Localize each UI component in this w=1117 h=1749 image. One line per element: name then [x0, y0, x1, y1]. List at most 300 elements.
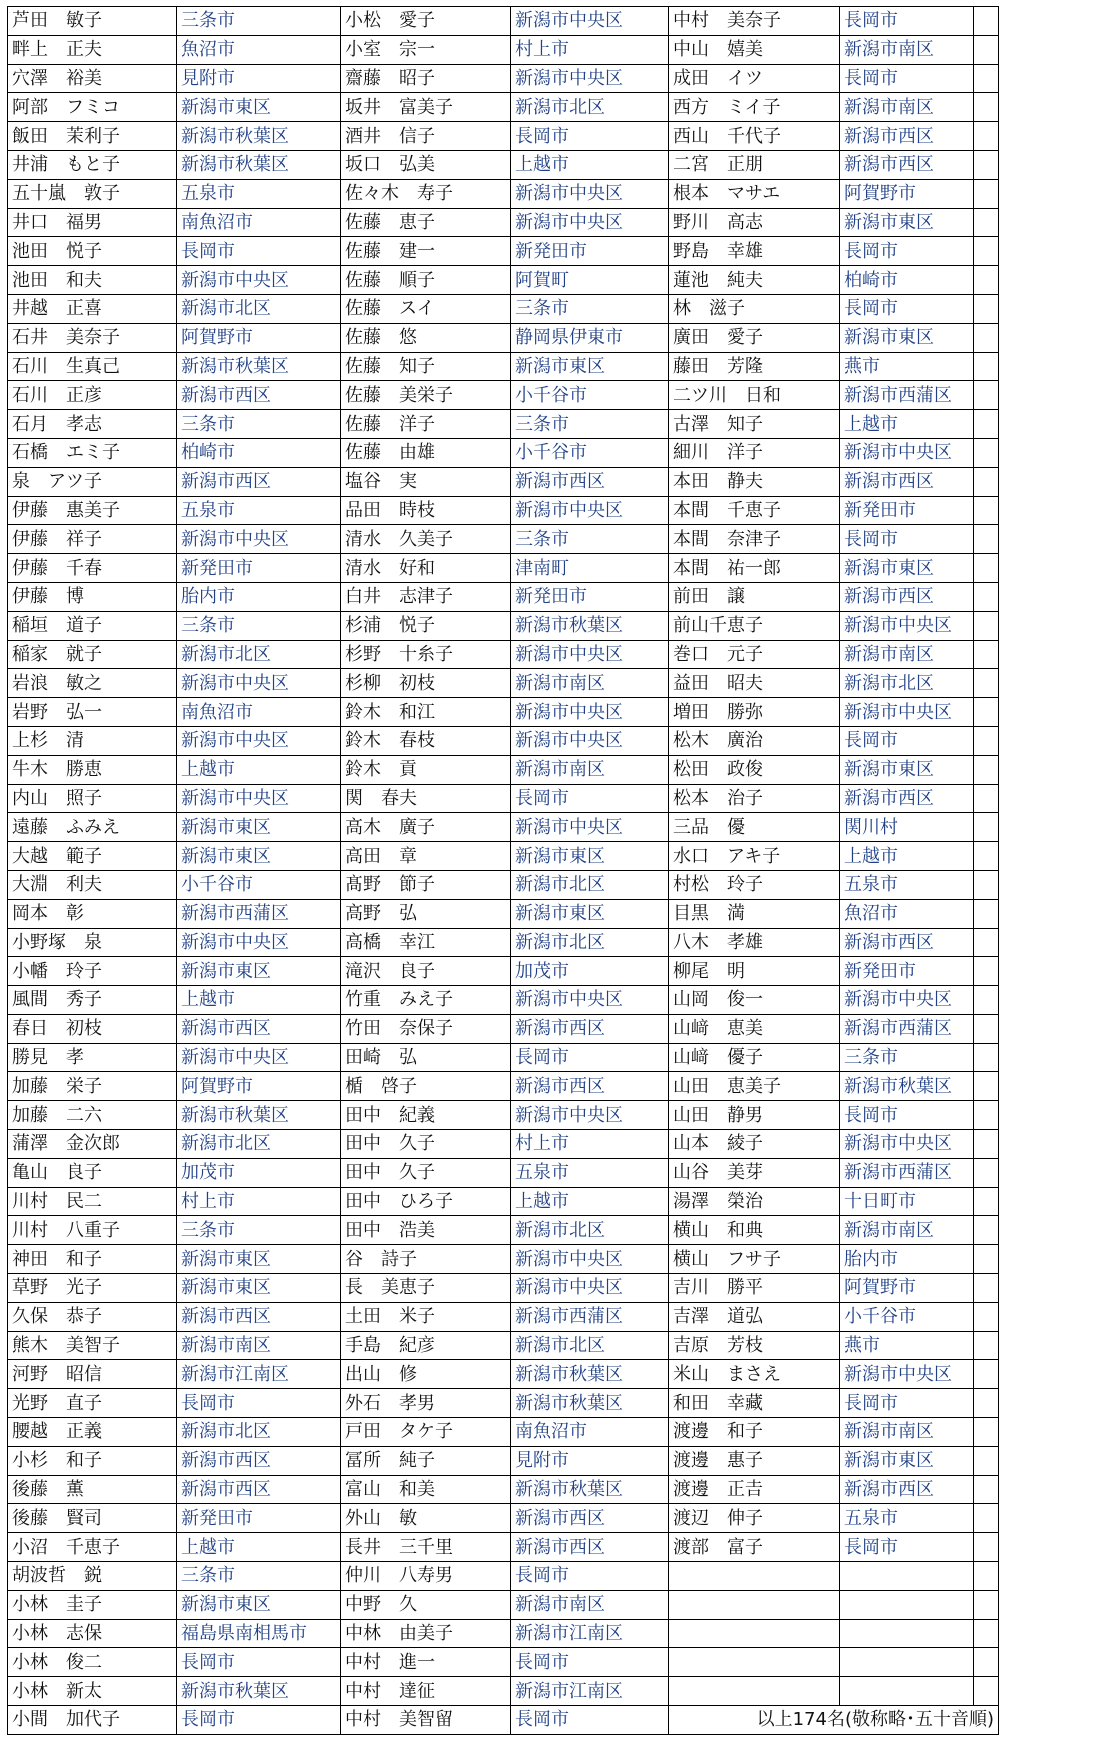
member-city: 阿賀野市 — [177, 323, 341, 352]
member-name: 楯 啓子 — [341, 1072, 511, 1101]
member-name: 本間 祐一郎 — [669, 554, 840, 583]
end-column-cell — [974, 669, 999, 698]
member-name: 伊藤 博 — [8, 582, 177, 611]
member-name: 田崎 弘 — [341, 1043, 511, 1072]
member-name: 小林 新太 — [8, 1677, 177, 1706]
member-name: 岡本 彰 — [8, 899, 177, 928]
member-name: 石井 美奈子 — [8, 323, 177, 352]
member-city: 新潟市北区 — [511, 1216, 669, 1245]
end-column-cell — [974, 1562, 999, 1591]
member-name: 阿部 フミコ — [8, 93, 177, 122]
member-city: 上越市 — [177, 1533, 341, 1562]
member-city: 三条市 — [840, 1043, 974, 1072]
member-city: 新潟市中央区 — [177, 669, 341, 698]
member-city: 新潟市東区 — [840, 554, 974, 583]
member-city: 村上市 — [177, 1187, 341, 1216]
member-name: 光野 直子 — [8, 1389, 177, 1418]
member-city: 新潟市西区 — [511, 1014, 669, 1043]
table-row — [8, 813, 999, 842]
end-column-cell — [974, 1533, 999, 1562]
table-row — [8, 1619, 999, 1648]
end-column-cell — [974, 93, 999, 122]
member-name: 加藤 栄子 — [8, 1072, 177, 1101]
member-name: 本田 静夫 — [669, 467, 840, 496]
member-city: 新潟市中央区 — [511, 640, 669, 669]
member-city: 新潟市中央区 — [511, 1101, 669, 1130]
member-name: 西山 千代子 — [669, 122, 840, 151]
end-column-cell — [974, 1677, 999, 1706]
table-row — [8, 1187, 999, 1216]
member-name: 吉原 芳枝 — [669, 1331, 840, 1360]
member-city: 新潟市西区 — [177, 381, 341, 410]
member-name: 佐藤 スイ — [341, 294, 511, 323]
member-city: 新潟市中央区 — [511, 698, 669, 727]
member-city: 新潟市南区 — [511, 755, 669, 784]
member-city: 津南町 — [511, 554, 669, 583]
member-name: 小杉 和子 — [8, 1446, 177, 1475]
table-row — [8, 179, 999, 208]
member-name: 内山 照子 — [8, 784, 177, 813]
member-name: 佐藤 洋子 — [341, 410, 511, 439]
table-row — [8, 381, 999, 410]
end-column-cell — [974, 381, 999, 410]
end-column-cell — [974, 208, 999, 237]
member-name: 冨所 純子 — [341, 1446, 511, 1475]
member-name: 清水 久美子 — [341, 525, 511, 554]
member-name: 山田 静男 — [669, 1101, 840, 1130]
end-column-cell — [974, 1130, 999, 1159]
member-name: 吉川 勝平 — [669, 1274, 840, 1303]
member-name: 石月 孝志 — [8, 410, 177, 439]
table-row — [8, 1130, 999, 1159]
member-city: 南魚沼市 — [511, 1418, 669, 1447]
member-name: 白井 志津子 — [341, 582, 511, 611]
member-name: 関 春夫 — [341, 784, 511, 813]
member-city: 小千谷市 — [511, 381, 669, 410]
member-name: 川村 八重子 — [8, 1216, 177, 1245]
end-column-cell — [974, 1331, 999, 1360]
end-column-cell — [974, 1475, 999, 1504]
member-name: 小室 宗一 — [341, 35, 511, 64]
end-column-cell — [974, 7, 999, 36]
member-city: 新潟市南区 — [840, 1216, 974, 1245]
member-name: 戸田 タケ子 — [341, 1418, 511, 1447]
member-name: 井越 正喜 — [8, 294, 177, 323]
member-name: 目黒 満 — [669, 899, 840, 928]
member-name: 井口 福男 — [8, 208, 177, 237]
table-row — [8, 1533, 999, 1562]
member-city: 長岡市 — [511, 784, 669, 813]
member-city: 新潟市南区 — [840, 93, 974, 122]
member-name: 佐藤 建一 — [341, 237, 511, 266]
member-name: 中野 久 — [341, 1590, 511, 1619]
member-city: 新潟市中央区 — [511, 496, 669, 525]
end-column-cell — [974, 1158, 999, 1187]
member-city: 新潟市西区 — [840, 150, 974, 179]
member-name: 小沼 千恵子 — [8, 1533, 177, 1562]
table-row — [8, 899, 999, 928]
end-column-cell — [974, 1302, 999, 1331]
member-name: 横山 フサ子 — [669, 1245, 840, 1274]
member-name: 神田 和子 — [8, 1245, 177, 1274]
member-name: 山﨑 恵美 — [669, 1014, 840, 1043]
member-city: 新潟市秋葉区 — [511, 1389, 669, 1418]
member-city: 新潟市秋葉区 — [177, 122, 341, 151]
member-city: 新潟市中央区 — [511, 179, 669, 208]
member-city: 上越市 — [511, 150, 669, 179]
member-city: 五泉市 — [511, 1158, 669, 1187]
member-city: 新潟市北区 — [511, 928, 669, 957]
member-name: 鈴木 和江 — [341, 698, 511, 727]
member-name: 岩浪 敏之 — [8, 669, 177, 698]
table-row — [8, 7, 999, 36]
member-city: 新潟市東区 — [840, 323, 974, 352]
end-column-cell — [974, 1274, 999, 1303]
table-row — [8, 1331, 999, 1360]
member-city: 新潟市中央区 — [177, 928, 341, 957]
table-row — [8, 266, 999, 295]
member-name: 林 滋子 — [669, 294, 840, 323]
member-name: 伊藤 惠美子 — [8, 496, 177, 525]
end-column-cell — [974, 928, 999, 957]
member-name: 田中 久子 — [341, 1158, 511, 1187]
table-row — [8, 640, 999, 669]
table-row — [8, 525, 999, 554]
member-city: 三条市 — [177, 7, 341, 36]
end-column-cell — [974, 842, 999, 871]
member-name: 蓮池 純夫 — [669, 266, 840, 295]
member-city: 三条市 — [511, 294, 669, 323]
member-city: 新潟市中央区 — [177, 726, 341, 755]
member-name: 河野 昭信 — [8, 1360, 177, 1389]
member-name: 池田 悦子 — [8, 237, 177, 266]
member-name: 松木 廣治 — [669, 726, 840, 755]
member-city: 長岡市 — [511, 1706, 669, 1735]
member-city: 関川村 — [840, 813, 974, 842]
member-city: 新潟市西区 — [511, 467, 669, 496]
member-city: 新発田市 — [177, 1504, 341, 1533]
member-city: 新潟市西区 — [840, 1475, 974, 1504]
member-city: 長岡市 — [177, 1389, 341, 1418]
member-name: 鈴木 貢 — [341, 755, 511, 784]
member-name: 根本 マサエ — [669, 179, 840, 208]
member-name: 村松 玲子 — [669, 870, 840, 899]
member-name: 胡波哲 鋭 — [8, 1562, 177, 1591]
member-city: 小千谷市 — [511, 438, 669, 467]
table-row — [8, 1302, 999, 1331]
member-city: 五泉市 — [177, 179, 341, 208]
member-name: 遠藤 ふみえ — [8, 813, 177, 842]
member-name: 久保 恭子 — [8, 1302, 177, 1331]
member-city: 長岡市 — [840, 64, 974, 93]
member-city: 小千谷市 — [840, 1302, 974, 1331]
table-row — [8, 1504, 999, 1533]
member-city: 新潟市中央区 — [840, 1360, 974, 1389]
table-row — [8, 1101, 999, 1130]
member-name: 渡邊 惠子 — [669, 1446, 840, 1475]
member-city: 新潟市西区 — [177, 467, 341, 496]
table-row — [8, 438, 999, 467]
end-column-cell — [974, 525, 999, 554]
end-column-cell — [974, 1245, 999, 1274]
member-city: 上越市 — [511, 1187, 669, 1216]
member-name: 滝沢 良子 — [341, 957, 511, 986]
member-city: 長岡市 — [511, 1043, 669, 1072]
member-city: 新潟市秋葉区 — [177, 150, 341, 179]
empty-cell — [669, 1590, 840, 1619]
member-name: 田中 久子 — [341, 1130, 511, 1159]
member-name: 益田 昭夫 — [669, 669, 840, 698]
member-city: 新潟市中央区 — [177, 525, 341, 554]
member-name: 竹田 奈保子 — [341, 1014, 511, 1043]
table-row — [8, 554, 999, 583]
member-name: 湯澤 榮治 — [669, 1187, 840, 1216]
member-name: 野川 高志 — [669, 208, 840, 237]
member-city: 三条市 — [177, 611, 341, 640]
member-name: 竹重 みえ子 — [341, 986, 511, 1015]
member-city: 南魚沼市 — [177, 698, 341, 727]
member-city: 五泉市 — [840, 870, 974, 899]
member-city: 小千谷市 — [177, 870, 341, 899]
member-name: 長 美恵子 — [341, 1274, 511, 1303]
member-name: 山﨑 優子 — [669, 1043, 840, 1072]
end-column-cell — [974, 640, 999, 669]
member-name: 八木 孝雄 — [669, 928, 840, 957]
member-name: 佐藤 順子 — [341, 266, 511, 295]
member-name: 松本 治子 — [669, 784, 840, 813]
member-city: 新潟市西蒲区 — [840, 1158, 974, 1187]
member-city: 魚沼市 — [177, 35, 341, 64]
member-name: 山岡 俊一 — [669, 986, 840, 1015]
member-name: 渡辺 伸子 — [669, 1504, 840, 1533]
empty-cell — [669, 1677, 840, 1706]
empty-cell — [840, 1648, 974, 1677]
member-city: 阿賀町 — [511, 266, 669, 295]
member-name: 外山 敏 — [341, 1504, 511, 1533]
member-city: 新潟市秋葉区 — [511, 611, 669, 640]
table-row — [8, 1475, 999, 1504]
member-name: 石川 正彦 — [8, 381, 177, 410]
member-name: 土田 米子 — [341, 1302, 511, 1331]
member-name: 泉 アツ子 — [8, 467, 177, 496]
end-column-cell — [974, 1648, 999, 1677]
member-name: 中村 達征 — [341, 1677, 511, 1706]
member-name: 高野 弘 — [341, 899, 511, 928]
member-name: 杉柳 初枝 — [341, 669, 511, 698]
member-name: 富山 和美 — [341, 1475, 511, 1504]
member-name: 横山 和典 — [669, 1216, 840, 1245]
member-city: 新潟市西区 — [511, 1504, 669, 1533]
empty-cell — [840, 1619, 974, 1648]
table-row — [8, 1590, 999, 1619]
member-name: 渡部 富子 — [669, 1533, 840, 1562]
member-city: 新潟市江南区 — [511, 1677, 669, 1706]
member-name: 草野 光子 — [8, 1274, 177, 1303]
member-city: 五泉市 — [177, 496, 341, 525]
member-city: 新潟市北区 — [511, 1331, 669, 1360]
member-city: 長岡市 — [840, 1533, 974, 1562]
member-name: 手島 紀彦 — [341, 1331, 511, 1360]
table-row — [8, 1562, 999, 1591]
table-row — [8, 64, 999, 93]
table-row — [8, 698, 999, 727]
member-city: 新潟市北区 — [177, 1130, 341, 1159]
member-city: 新潟市北区 — [511, 870, 669, 899]
member-city: 阿賀野市 — [840, 1274, 974, 1303]
end-column-cell — [974, 467, 999, 496]
member-city: 新潟市西区 — [840, 582, 974, 611]
table-row — [8, 870, 999, 899]
member-city: 新潟市南区 — [840, 35, 974, 64]
end-column-cell — [974, 1043, 999, 1072]
table-row — [8, 1043, 999, 1072]
table-row — [8, 1274, 999, 1303]
end-column-cell — [974, 150, 999, 179]
member-city: 新潟市中央区 — [511, 1274, 669, 1303]
table-row — [8, 208, 999, 237]
table-row — [8, 294, 999, 323]
table-row — [8, 611, 999, 640]
member-name: 佐藤 由雄 — [341, 438, 511, 467]
member-city: 新潟市西区 — [177, 1014, 341, 1043]
member-city: 阿賀野市 — [177, 1072, 341, 1101]
member-name: 中村 美奈子 — [669, 7, 840, 36]
member-name: 塩谷 実 — [341, 467, 511, 496]
member-city: 胎内市 — [177, 582, 341, 611]
empty-cell — [840, 1562, 974, 1591]
end-column-cell — [974, 1590, 999, 1619]
member-name: 伊藤 祥子 — [8, 525, 177, 554]
member-city: 新潟市東区 — [511, 899, 669, 928]
end-column-cell — [974, 582, 999, 611]
member-name: 三品 優 — [669, 813, 840, 842]
member-city: 新潟市西区 — [177, 1446, 341, 1475]
member-name: 前山千恵子 — [669, 611, 840, 640]
member-city: 新潟市西蒲区 — [511, 1302, 669, 1331]
member-city: 新発田市 — [840, 957, 974, 986]
member-name: 春日 初枝 — [8, 1014, 177, 1043]
member-name: 渡邊 和子 — [669, 1418, 840, 1447]
member-name: 池田 和夫 — [8, 266, 177, 295]
member-name: 本間 奈津子 — [669, 525, 840, 554]
member-name: 田中 紀義 — [341, 1101, 511, 1130]
member-name: 清水 好和 — [341, 554, 511, 583]
member-name: 田中 浩美 — [341, 1216, 511, 1245]
table-row — [8, 957, 999, 986]
end-column-cell — [974, 870, 999, 899]
member-city: 新潟市秋葉区 — [177, 352, 341, 381]
member-city: 新潟市東区 — [177, 1245, 341, 1274]
member-city: 新潟市中央区 — [840, 1130, 974, 1159]
table-row — [8, 669, 999, 698]
member-name: 吉澤 道弘 — [669, 1302, 840, 1331]
member-name: 石川 生真己 — [8, 352, 177, 381]
member-city: 三条市 — [177, 410, 341, 439]
member-name: 谷 詩子 — [341, 1245, 511, 1274]
member-city: 新潟市中央区 — [511, 813, 669, 842]
member-name: 巻口 元子 — [669, 640, 840, 669]
member-city: 新潟市江南区 — [511, 1619, 669, 1648]
member-city: 新潟市秋葉区 — [177, 1677, 341, 1706]
end-column-cell — [974, 438, 999, 467]
member-name: 坂井 富美子 — [341, 93, 511, 122]
member-city: 長岡市 — [840, 7, 974, 36]
table-row — [8, 237, 999, 266]
member-city: 新潟市西区 — [840, 784, 974, 813]
member-city: 村上市 — [511, 35, 669, 64]
member-name: 大越 範子 — [8, 842, 177, 871]
member-city: 新潟市東区 — [177, 813, 341, 842]
member-city: 新潟市中央区 — [511, 7, 669, 36]
member-city: 新潟市北区 — [511, 93, 669, 122]
member-name: 腰越 正義 — [8, 1418, 177, 1447]
member-city: 新潟市南区 — [840, 1418, 974, 1447]
member-name: 蒲澤 金次郎 — [8, 1130, 177, 1159]
member-city: 新発田市 — [177, 554, 341, 583]
member-name: 山田 恵美子 — [669, 1072, 840, 1101]
member-city: 新潟市中央区 — [511, 64, 669, 93]
member-name: 中村 進一 — [341, 1648, 511, 1677]
member-city: 柏崎市 — [840, 266, 974, 295]
member-city: 長岡市 — [177, 1648, 341, 1677]
member-city: 新潟市東区 — [840, 1446, 974, 1475]
member-name: 小幡 玲子 — [8, 957, 177, 986]
end-column-cell — [974, 35, 999, 64]
end-column-cell — [974, 986, 999, 1015]
member-city: 新潟市中央区 — [177, 266, 341, 295]
member-city: 新潟市中央区 — [840, 438, 974, 467]
member-name: 西方 ミイ子 — [669, 93, 840, 122]
member-city: 新潟市西区 — [177, 1302, 341, 1331]
member-name: 松田 政俊 — [669, 755, 840, 784]
member-name: 佐藤 悠 — [341, 323, 511, 352]
empty-cell — [669, 1562, 840, 1591]
member-city: 新潟市秋葉区 — [177, 1101, 341, 1130]
member-city: 見附市 — [511, 1446, 669, 1475]
member-name: 小林 俊二 — [8, 1648, 177, 1677]
member-city: 新潟市西区 — [177, 1475, 341, 1504]
end-column-cell — [974, 1014, 999, 1043]
member-name: 増田 勝弥 — [669, 698, 840, 727]
end-column-cell — [974, 755, 999, 784]
member-name: 佐藤 恵子 — [341, 208, 511, 237]
member-city: 新潟市中央区 — [511, 986, 669, 1015]
member-name: 和田 幸藏 — [669, 1389, 840, 1418]
member-name: 牛木 勝恵 — [8, 755, 177, 784]
member-name: 大淵 利夫 — [8, 870, 177, 899]
member-name: 佐藤 美栄子 — [341, 381, 511, 410]
table-row — [8, 122, 999, 151]
member-name: 渡邊 正𠮷 — [669, 1475, 840, 1504]
table-row — [8, 1158, 999, 1187]
member-name: 髙野 節子 — [341, 870, 511, 899]
end-column-cell — [974, 352, 999, 381]
member-city: 長岡市 — [840, 294, 974, 323]
member-name: 酒井 信子 — [341, 122, 511, 151]
end-column-cell — [974, 784, 999, 813]
member-city: 新潟市東区 — [511, 352, 669, 381]
member-city: 新潟市西区 — [511, 1533, 669, 1562]
member-city: 新潟市中央区 — [177, 1043, 341, 1072]
member-city: 南魚沼市 — [177, 208, 341, 237]
member-name: 風間 秀子 — [8, 986, 177, 1015]
member-city: 新潟市南区 — [511, 1590, 669, 1619]
member-name: 畔上 正夫 — [8, 35, 177, 64]
table-row — [8, 467, 999, 496]
table-row — [8, 1418, 999, 1447]
member-city: 新潟市中央区 — [840, 611, 974, 640]
member-city: 阿賀野市 — [840, 179, 974, 208]
